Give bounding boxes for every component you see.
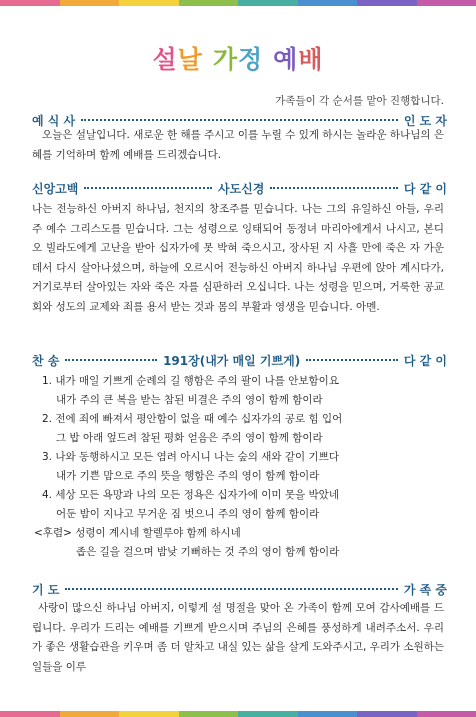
color-stripe [417,0,476,6]
section-role: 인 도 자 [403,113,447,128]
hymn-line: 2. 전에 죄에 빠져서 평안함이 없을 때 예수 십자가의 공로 힘 입어 [42,413,343,425]
leader-dots [306,359,398,361]
prayer-text: 사랑이 많으신 하나님 아버지, 이렇게 설 명절을 맞아 온 가족이 함께 모여 감사예배를 드립니다. 우리가 드리는 예배를 기쁘게 받으시며 주님의 은혜를 풍성하게 내려주소서. 우리가 좋은 생활습관을 키우며 좀 더 알차고 내실 있는 삶을 살게 도와주시고, 우리가 소원하는 일들을 이루 [32,602,444,673]
color-stripe [179,0,239,6]
section-label: 기 도 [32,582,60,597]
hymn-line: 그 밥 아래 엎드려 참된 평화 얻음은 주의 영이 함께 함이라 [56,432,323,444]
leader-dots [84,187,212,189]
hymn-line: 어둔 밤이 지나고 무거운 짐 벗으니 주의 영이 함께 함이라 [56,508,320,520]
section-header-hymn [32,352,447,368]
title-char: 배 [298,45,324,74]
section-header-prayer [32,581,447,597]
color-stripe [417,711,476,717]
title-char: 가 [212,45,238,74]
section-label: 신앙고백 [32,181,79,196]
leader-dots [65,359,157,361]
color-stripe [298,711,358,717]
color-stripe [357,711,417,717]
color-stripe [119,0,179,6]
hymn-line: 3. 나와 동행하시고 모든 염려 아시니 나는 숲의 새와 같이 기쁘다 [42,451,339,463]
color-stripe [179,711,239,717]
hymn-refrain-line: 좁은 길을 걸으며 밤낮 기뻐하는 것 주의 영이 함께 함이라 [76,546,340,558]
color-stripe [60,0,120,6]
section-label: 예 식 사 [32,113,76,128]
call-to-worship-text: 오늘은 설날입니다. 새로운 한 해를 주시고 이를 누릴 수 있게 하시는 놀라운 하나님의 은혜를 기억하며 함께 예배를 드리겠습니다. [32,129,444,161]
section-role: 다 같 이 [403,181,448,196]
color-stripe [238,711,298,717]
title-char: 예 [273,45,299,74]
leader-dots [65,588,397,590]
color-stripe [119,711,179,717]
color-stripe [0,0,60,6]
hymn-line: 1. 내가 매일 기쁘게 순례의 길 행함은 주의 팔이 나를 안보함이요 [42,375,339,387]
leader-dots [270,187,398,189]
section-label: 찬 송 [32,353,60,368]
title-char: 설 [152,45,178,74]
hymn-line: 4. 세상 모든 욕망과 나의 모든 정욕은 십자가에 이미 못을 박았네 [42,489,339,501]
section-subtitle: 191장(내가 매일 기쁘게) [163,353,301,368]
hymn-line: 내가 주의 큰 복을 받는 참된 비결은 주의 영이 함께 함이라 [56,394,323,406]
hymn-line: 내가 기쁜 맘으로 주의 뜻을 행함은 주의 영이 함께 함이라 [56,470,320,482]
hymn-refrain-line: <후렴> 성령이 계시네 할렐루야 함께 하시네 [34,527,241,539]
bottom-color-bar [0,711,476,717]
color-stripe [298,0,358,6]
leader-dots [81,119,398,121]
section-role: 가 족 중 [403,582,447,597]
intro-text: 가족들이 각 순서를 맡아 진행합니다. [275,95,444,107]
page-title [0,40,476,76]
top-color-bar [0,0,476,6]
section-role: 다 같 이 [403,353,448,368]
color-stripe [238,0,298,6]
color-stripe [0,711,60,717]
section-header-creed [32,180,447,196]
section-subtitle: 사도신경 [217,181,265,196]
title-char: 날 [177,45,203,74]
color-stripe [60,711,120,717]
title-char: 정 [238,45,264,74]
color-stripe [357,0,417,6]
apostles-creed-text: 나는 전능하신 아버지 하나님, 천지의 창조주를 믿습니다. 나는 그의 유일하신 아들, 우리 주 예수 그리스도를 믿습니다. 그는 성령으로 잉태되어 동정녀 마리아에게서 나시고, 본디오 빌라도에게 고난을 받아 십자가에 못 박혀 죽으시고, 장사된 지 사흘 만에 죽은 자 가운데서 다시 살아나셨으며, 하늘에 오르시어 전능하신 아버지 하나님 우편에 앉아 계시다가, 거기로부터 살아있는 자와 죽은 자를 심판하러 오십니다. 나는 성령을 믿으며, 거룩한 공교회와 성도의 교제와 죄를 용서 받는 것과 몸의 부활과 영생을 믿습니다. 아멘. [32,203,444,313]
